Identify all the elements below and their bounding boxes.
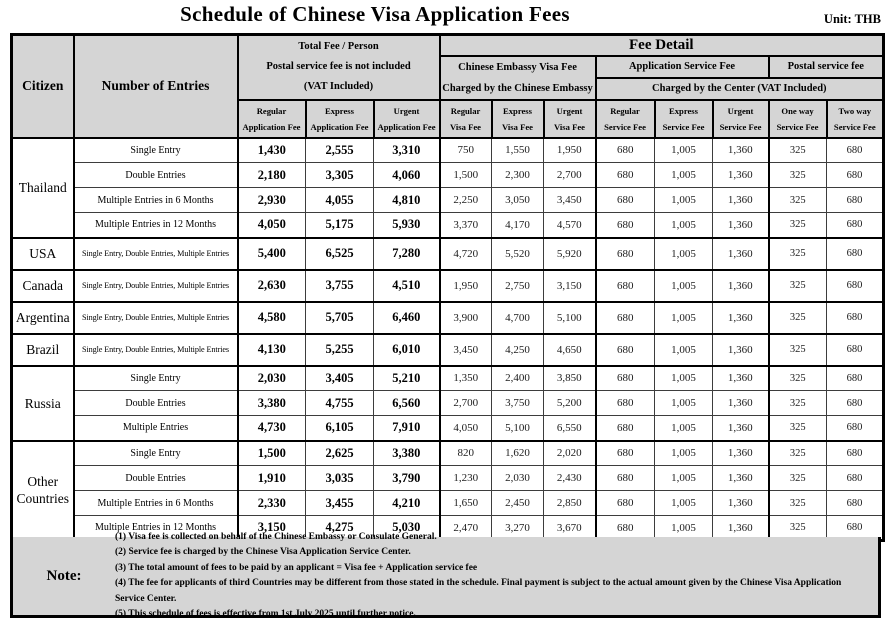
total-fee-cell: 6,460 (374, 302, 440, 334)
total-fee-cell: 2,180 (238, 163, 306, 188)
embassy-visa-fee-cell: 3,900 (440, 302, 492, 334)
embassy-visa-fee-cell: 5,520 (492, 238, 544, 270)
entry-type-cell: Single Entry (74, 138, 238, 163)
postal-fee-cell: 325 (769, 270, 827, 302)
embassy-visa-fee-cell: 1,650 (440, 491, 492, 516)
service-fee-cell: 1,360 (713, 491, 769, 516)
entry-type-cell: Single Entry (74, 366, 238, 391)
total-fee-cell: 6,525 (306, 238, 374, 270)
service-fee-cell: 680 (596, 516, 655, 541)
total-fee-cell: 3,380 (374, 441, 440, 466)
total-fee-cell: 4,580 (238, 302, 306, 334)
embassy-visa-fee-cell: 2,400 (492, 366, 544, 391)
subheader-line: Visa Fee (502, 121, 533, 132)
col-subheader-express-application-fee (306, 100, 374, 138)
citizen-cell: Russia (12, 366, 74, 441)
embassy-visa-fee-cell: 2,850 (544, 491, 596, 516)
service-fee-cell: 680 (596, 302, 655, 334)
embassy-visa-fee-cell: 2,470 (440, 516, 492, 541)
embassy-visa-fee-cell: 2,700 (544, 163, 596, 188)
subheader-line: Regular (256, 105, 287, 116)
note-item: (3) The total amount of fees to be paid by an applicant = Visa fee + Application service fee (115, 562, 478, 573)
service-fee-cell: 1,005 (655, 416, 713, 441)
service-fee-cell: 1,360 (713, 334, 769, 366)
postal-fee-cell: 325 (769, 188, 827, 213)
col-header-postal-service-fee: Postal service fee (769, 56, 884, 78)
entry-type-cell: Double Entries (74, 163, 238, 188)
total-fee-cell: 4,730 (238, 416, 306, 441)
embassy-visa-fee-cell: 3,750 (492, 391, 544, 416)
note-item: (1) Visa fee is collected on behalf of the Chinese Embassy or Consulate General. (115, 531, 437, 542)
total-fee-cell: 2,030 (238, 366, 306, 391)
postal-fee-cell: 680 (827, 138, 884, 163)
subheader-line: Express (503, 105, 532, 116)
total-fee-line2: Postal service fee is not included (266, 61, 411, 73)
col-header-citizen: Citizen (12, 35, 74, 138)
note-label: Note: (46, 567, 82, 584)
embassy-visa-fee-cell: 5,920 (544, 238, 596, 270)
col-header-application-service-fee: Application Service Fee (596, 56, 769, 78)
embassy-visa-fee-cell: 2,430 (544, 466, 596, 491)
postal-fee-cell: 680 (827, 334, 884, 366)
postal-fee-cell: 680 (827, 302, 884, 334)
service-fee-cell: 1,005 (655, 391, 713, 416)
service-fee-cell: 1,360 (713, 270, 769, 302)
total-fee-cell: 6,105 (306, 416, 374, 441)
subheader-line: Application Fee (310, 121, 369, 132)
embassy-visa-fee-cell: 1,950 (440, 270, 492, 302)
col-header-fee-detail: Fee Detail (440, 35, 884, 56)
fee-row (12, 238, 884, 270)
total-fee-cell: 1,430 (238, 138, 306, 163)
entry-type-cell: Multiple Entries in 12 Months (74, 213, 238, 238)
subheader-line: Application Fee (242, 121, 301, 132)
total-fee-cell: 3,150 (238, 516, 306, 541)
embassy-visa-fee-cell: 750 (440, 138, 492, 163)
embassy-visa-fee-cell: 1,950 (544, 138, 596, 163)
postal-fee-cell: 325 (769, 213, 827, 238)
postal-fee-cell: 680 (827, 270, 884, 302)
total-fee-cell: 5,930 (374, 213, 440, 238)
embassy-visa-fee-cell: 3,050 (492, 188, 544, 213)
fee-row (12, 334, 884, 366)
postal-fee-cell: 325 (769, 491, 827, 516)
embassy-visa-fee-cell: 3,850 (544, 366, 596, 391)
subheader-line: Visa Fee (450, 121, 481, 132)
service-fee-cell: 1,360 (713, 391, 769, 416)
total-fee-cell: 3,310 (374, 138, 440, 163)
col-subheader-express-visa-fee (492, 100, 544, 138)
postal-fee-cell: 680 (827, 466, 884, 491)
service-fee-cell: 1,005 (655, 188, 713, 213)
fee-row (12, 391, 884, 416)
subheader-line: Urgent (556, 105, 583, 116)
total-fee-line3: (VAT Included) (303, 81, 374, 93)
embassy-visa-fee-cell: 2,250 (440, 188, 492, 213)
embassy-visa-fee-cell: 3,270 (492, 516, 544, 541)
total-fee-cell: 3,455 (306, 491, 374, 516)
service-fee-cell: 1,360 (713, 366, 769, 391)
total-fee-line1: Total Fee / Person (298, 41, 379, 53)
service-fee-cell: 1,360 (713, 213, 769, 238)
total-fee-cell: 5,175 (306, 213, 374, 238)
total-fee-cell: 4,275 (306, 516, 374, 541)
embassy-visa-fee-cell: 2,700 (440, 391, 492, 416)
service-fee-cell: 1,005 (655, 366, 713, 391)
service-fee-cell: 680 (596, 491, 655, 516)
entry-type-cell: Single Entry (74, 441, 238, 466)
service-fee-cell: 680 (596, 441, 655, 466)
service-fee-cell: 1,360 (713, 441, 769, 466)
service-fee-cell: 680 (596, 163, 655, 188)
service-fee-cell: 680 (596, 466, 655, 491)
subheader-line: Express (669, 105, 698, 116)
fee-row (12, 270, 884, 302)
service-fee-cell: 1,005 (655, 334, 713, 366)
total-fee-cell: 4,130 (238, 334, 306, 366)
postal-fee-cell: 325 (769, 302, 827, 334)
table-header (12, 35, 884, 138)
fee-row (12, 188, 884, 213)
note-section (10, 531, 881, 619)
embassy-visa-fee-cell: 4,720 (440, 238, 492, 270)
postal-fee-cell: 680 (827, 416, 884, 441)
fee-row (12, 416, 884, 441)
subheader-line: Service Fee (604, 121, 646, 132)
fee-row (12, 366, 884, 391)
total-fee-cell: 2,930 (238, 188, 306, 213)
col-subheader-regular-visa-fee (440, 100, 492, 138)
embassy-visa-fee-cell: 3,150 (544, 270, 596, 302)
postal-fee-cell: 680 (827, 391, 884, 416)
subheader-line: Visa Fee (554, 121, 585, 132)
total-fee-cell: 2,555 (306, 138, 374, 163)
col-subheader-urgent-service-fee (713, 100, 769, 138)
service-fee-cell: 1,360 (713, 516, 769, 541)
col-subheader-urgent-visa-fee (544, 100, 596, 138)
service-fee-cell: 680 (596, 334, 655, 366)
postal-fee-cell: 325 (769, 238, 827, 270)
total-fee-cell: 4,210 (374, 491, 440, 516)
postal-fee-cell: 325 (769, 138, 827, 163)
note-item: (5) This schedule of fees is effective from 1st July 2025 until further notice. (115, 609, 416, 619)
total-fee-cell: 5,030 (374, 516, 440, 541)
fee-row (12, 138, 884, 163)
service-fee-cell: 1,360 (713, 188, 769, 213)
embassy-visa-fee-cell: 3,450 (544, 188, 596, 213)
service-fee-cell: 680 (596, 391, 655, 416)
subheader-line: Service Fee (719, 121, 762, 132)
visa-fee-table (10, 33, 885, 542)
table-body (12, 138, 884, 541)
col-subheader-regular-application-fee (238, 100, 306, 138)
col-subheader-express-service-fee (655, 100, 713, 138)
fee-row (12, 491, 884, 516)
subheader-line: Service Fee (662, 121, 705, 132)
total-fee-cell: 5,210 (374, 366, 440, 391)
col-subheader-urgent-application-fee (374, 100, 440, 138)
embassy-visa-fee-cell: 6,550 (544, 416, 596, 441)
total-fee-cell: 1,500 (238, 441, 306, 466)
service-fee-cell: 1,360 (713, 138, 769, 163)
service-fee-cell: 680 (596, 213, 655, 238)
entry-type-cell: Double Entries (74, 391, 238, 416)
entry-type-cell: Double Entries (74, 466, 238, 491)
subheader-line: Express (325, 105, 354, 116)
embassy-visa-fee-cell: 4,570 (544, 213, 596, 238)
service-fee-cell: 1,005 (655, 441, 713, 466)
embassy-visa-fee-cell: 3,370 (440, 213, 492, 238)
title-bar (10, 2, 740, 27)
embassy-visa-fee-cell: 4,050 (440, 416, 492, 441)
subheader-line: Urgent (393, 105, 420, 116)
col-header-charged-by-center: Charged by the Center (VAT Included) (596, 78, 884, 100)
subheader-line: Service Fee (833, 121, 876, 132)
postal-fee-cell: 325 (769, 334, 827, 366)
service-fee-cell: 680 (596, 270, 655, 302)
embassy-visa-fee-cell: 3,450 (440, 334, 492, 366)
total-fee-cell: 5,255 (306, 334, 374, 366)
total-fee-cell: 3,405 (306, 366, 374, 391)
service-fee-cell: 1,005 (655, 491, 713, 516)
embassy-visa-fee-cell: 1,550 (492, 138, 544, 163)
citizen-cell: Other Countries (12, 441, 74, 541)
service-fee-cell: 1,005 (655, 516, 713, 541)
embassy-visa-fee-cell: 1,620 (492, 441, 544, 466)
total-fee-cell: 2,625 (306, 441, 374, 466)
service-fee-cell: 1,005 (655, 163, 713, 188)
service-fee-cell: 1,360 (713, 163, 769, 188)
entry-type-cell: Single Entry, Double Entries, Multiple Entries (74, 270, 238, 302)
embassy-visa-fee-cell: 1,230 (440, 466, 492, 491)
col-subheader-one-way-service-fee (769, 100, 827, 138)
col-header-embassy-visa-fee (440, 56, 596, 100)
total-fee-cell: 4,060 (374, 163, 440, 188)
postal-fee-cell: 680 (827, 238, 884, 270)
total-fee-cell: 3,035 (306, 466, 374, 491)
service-fee-cell: 1,360 (713, 416, 769, 441)
subheader-line: Service Fee (776, 121, 819, 132)
total-fee-cell: 6,010 (374, 334, 440, 366)
citizen-cell: Argentina (12, 302, 74, 334)
col-header-number-of-entries: Number of Entries (74, 35, 238, 138)
entry-type-cell: Multiple Entries (74, 416, 238, 441)
embassy-visa-fee-cell: 5,100 (544, 302, 596, 334)
service-fee-cell: 680 (596, 238, 655, 270)
subheader-line: Application Fee (377, 121, 436, 132)
col-subheader-regular-service-fee (596, 100, 655, 138)
postal-fee-cell: 680 (827, 516, 884, 541)
service-fee-cell: 680 (596, 416, 655, 441)
col-subheader-two-way-service-fee (827, 100, 884, 138)
service-fee-cell: 680 (596, 366, 655, 391)
embassy-fee-line1: Chinese Embassy Visa Fee (458, 61, 577, 73)
subheader-line: Regular (610, 105, 640, 116)
subheader-line: Urgent (727, 105, 754, 116)
note-items (115, 530, 878, 623)
service-fee-cell: 1,005 (655, 302, 713, 334)
subheader-line: Two way (838, 105, 872, 116)
postal-fee-cell: 325 (769, 391, 827, 416)
fee-row (12, 466, 884, 491)
embassy-visa-fee-cell: 2,300 (492, 163, 544, 188)
embassy-visa-fee-cell: 3,670 (544, 516, 596, 541)
postal-fee-cell: 325 (769, 366, 827, 391)
service-fee-cell: 1,360 (713, 238, 769, 270)
total-fee-cell: 5,705 (306, 302, 374, 334)
fee-row (12, 441, 884, 466)
embassy-visa-fee-cell: 4,170 (492, 213, 544, 238)
service-fee-cell: 680 (596, 188, 655, 213)
subheader-line: Regular (450, 105, 481, 116)
fee-row (12, 163, 884, 188)
total-fee-cell: 7,280 (374, 238, 440, 270)
embassy-visa-fee-cell: 4,250 (492, 334, 544, 366)
col-header-total-fee (238, 35, 440, 100)
total-fee-cell: 1,910 (238, 466, 306, 491)
postal-fee-cell: 680 (827, 188, 884, 213)
entry-type-cell: Single Entry, Double Entries, Multiple Entries (74, 238, 238, 270)
postal-fee-cell: 325 (769, 466, 827, 491)
page-title: Schedule of Chinese Visa Application Fees (180, 2, 570, 26)
embassy-visa-fee-cell: 820 (440, 441, 492, 466)
total-fee-cell: 3,755 (306, 270, 374, 302)
note-item: (2) Service fee is charged by the Chinese Visa Application Service Center. (115, 547, 411, 557)
service-fee-cell: 1,005 (655, 466, 713, 491)
subheader-line: One way (781, 105, 814, 116)
embassy-visa-fee-cell: 1,500 (440, 163, 492, 188)
total-fee-cell: 4,050 (238, 213, 306, 238)
postal-fee-cell: 325 (769, 416, 827, 441)
service-fee-cell: 1,005 (655, 213, 713, 238)
postal-fee-cell: 325 (769, 441, 827, 466)
service-fee-cell: 1,005 (655, 138, 713, 163)
entry-type-cell: Single Entry, Double Entries, Multiple Entries (74, 302, 238, 334)
fee-row (12, 213, 884, 238)
service-fee-cell: 1,005 (655, 238, 713, 270)
embassy-visa-fee-cell: 2,750 (492, 270, 544, 302)
fee-row (12, 302, 884, 334)
entry-type-cell: Multiple Entries in 12 Months (74, 516, 238, 541)
total-fee-cell: 3,790 (374, 466, 440, 491)
total-fee-cell: 4,510 (374, 270, 440, 302)
service-fee-cell: 1,360 (713, 466, 769, 491)
postal-fee-cell: 680 (827, 366, 884, 391)
service-fee-cell: 1,360 (713, 302, 769, 334)
unit-label: Unit: THB (823, 12, 881, 26)
embassy-visa-fee-cell: 5,200 (544, 391, 596, 416)
total-fee-cell: 4,055 (306, 188, 374, 213)
citizen-cell: Canada (12, 270, 74, 302)
entry-type-cell: Multiple Entries in 6 Months (74, 188, 238, 213)
total-fee-cell: 3,380 (238, 391, 306, 416)
total-fee-cell: 6,560 (374, 391, 440, 416)
total-fee-cell: 4,755 (306, 391, 374, 416)
total-fee-cell: 3,305 (306, 163, 374, 188)
embassy-fee-line2: Charged by the Chinese Embassy (442, 82, 593, 94)
postal-fee-cell: 325 (769, 163, 827, 188)
embassy-visa-fee-cell: 5,100 (492, 416, 544, 441)
postal-fee-cell: 325 (769, 516, 827, 541)
service-fee-cell: 1,005 (655, 270, 713, 302)
embassy-visa-fee-cell: 2,030 (492, 466, 544, 491)
citizen-cell: Brazil (12, 334, 74, 366)
embassy-visa-fee-cell: 2,450 (492, 491, 544, 516)
postal-fee-cell: 680 (827, 163, 884, 188)
postal-fee-cell: 680 (827, 213, 884, 238)
embassy-visa-fee-cell: 4,700 (492, 302, 544, 334)
total-fee-cell: 2,330 (238, 491, 306, 516)
total-fee-cell: 4,810 (374, 188, 440, 213)
postal-fee-cell: 680 (827, 491, 884, 516)
postal-fee-cell: 680 (827, 441, 884, 466)
embassy-visa-fee-cell: 4,650 (544, 334, 596, 366)
total-fee-cell: 7,910 (374, 416, 440, 441)
total-fee-cell: 5,400 (238, 238, 306, 270)
entry-type-cell: Multiple Entries in 6 Months (74, 491, 238, 516)
embassy-visa-fee-cell: 2,020 (544, 441, 596, 466)
citizen-cell: USA (12, 238, 74, 270)
total-fee-cell: 2,630 (238, 270, 306, 302)
note-item: (4) The fee for applicants of third Countries may be different from those stated in the schedule. Final payment is subject to the actual amount given by the Chinese Visa Application Service Center. (115, 578, 842, 604)
citizen-cell: Thailand (12, 138, 74, 238)
embassy-visa-fee-cell: 1,350 (440, 366, 492, 391)
service-fee-cell: 680 (596, 138, 655, 163)
entry-type-cell: Single Entry, Double Entries, Multiple Entries (74, 334, 238, 366)
